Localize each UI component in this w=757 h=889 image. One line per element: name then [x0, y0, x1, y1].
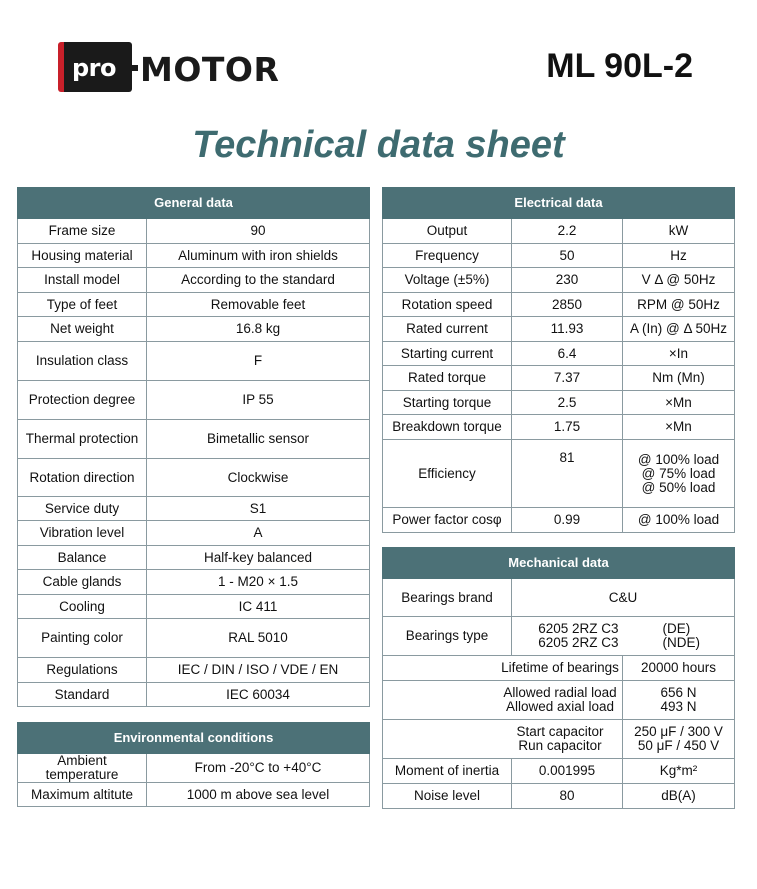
row-unit: ×Mn [623, 391, 735, 415]
bearings-brand-value: C&U [512, 579, 735, 617]
row-value: F [147, 342, 370, 381]
environmental-table [17, 722, 370, 807]
logo-pro-text: pro [72, 54, 117, 82]
row-unit: Nm (Mn) [623, 366, 735, 391]
row-value: 2.5 [512, 391, 623, 415]
logo-dash [128, 65, 138, 71]
row-label: Frequency [383, 244, 512, 268]
row-value: A [147, 521, 370, 546]
row-label: Starting current [383, 342, 512, 366]
row-value: IEC 60034 [147, 683, 370, 707]
row-value: Clockwise [147, 459, 370, 497]
load-labels: Allowed radial load Allowed axial load [383, 681, 623, 720]
row-label: Service duty [18, 497, 147, 521]
row-label: Rated torque [383, 366, 512, 391]
row-value: 90 [147, 219, 370, 244]
row-value: 2.2 [512, 219, 623, 244]
general-data-header: General data [18, 188, 370, 219]
table-row [18, 683, 370, 707]
table-row [18, 754, 370, 783]
row-value: 1 - M20 × 1.5 [147, 570, 370, 595]
table-row [383, 656, 735, 681]
row-unit: ×In [623, 342, 735, 366]
row-value: 2850 [512, 293, 623, 317]
row-value: From -20°C to +40°C [147, 754, 370, 783]
table-row [383, 784, 735, 809]
row-value: 1000 m above sea level [147, 783, 370, 807]
row-label: Maximum altitute [18, 783, 147, 807]
row-unit: dB(A) [623, 784, 735, 809]
table-row [383, 415, 735, 440]
row-unit: RPM @ 50Hz [623, 293, 735, 317]
model-number: ML 90L-2 [546, 47, 693, 85]
capacitor-values: 250 μF / 300 V 50 μF / 450 V [623, 720, 735, 759]
row-unit: kW [623, 219, 735, 244]
table-row [383, 440, 735, 508]
row-value: 1.75 [512, 415, 623, 440]
row-unit: Hz [623, 244, 735, 268]
row-value: 80 [512, 784, 623, 809]
general-data-table [17, 187, 370, 707]
table-row [18, 497, 370, 521]
row-label: Lifetime of bearings [383, 656, 623, 681]
row-value: S1 [147, 497, 370, 521]
row-unit: @ 100% load [623, 508, 735, 533]
electrical-data-table [382, 187, 735, 533]
table-row [383, 759, 735, 784]
row-label: Noise level [383, 784, 512, 809]
row-label: Moment of inertia [383, 759, 512, 784]
row-value: IP 55 [147, 381, 370, 420]
row-label: Cooling [18, 595, 147, 619]
table-row [18, 521, 370, 546]
row-value: 50 [512, 244, 623, 268]
row-label: Standard [18, 683, 147, 707]
table-row [18, 381, 370, 420]
mechanical-data-header: Mechanical data [383, 548, 735, 579]
row-label: Painting color [18, 619, 147, 658]
row-value: Bimetallic sensor [147, 420, 370, 459]
row-label: Balance [18, 546, 147, 570]
row-label: Type of feet [18, 293, 147, 317]
table-row [18, 420, 370, 459]
table-row [18, 546, 370, 570]
row-value: 230 [512, 268, 623, 293]
table-row [383, 293, 735, 317]
row-label: Breakdown torque [383, 415, 512, 440]
row-label: Output [383, 219, 512, 244]
row-label: Rotation speed [383, 293, 512, 317]
row-value: Half-key balanced [147, 546, 370, 570]
table-row [18, 342, 370, 381]
row-label: Net weight [18, 317, 147, 342]
table-row [383, 391, 735, 415]
table-row [18, 293, 370, 317]
table-row [18, 658, 370, 683]
table-row [383, 342, 735, 366]
row-label: Voltage (±5%) [383, 268, 512, 293]
table-row [383, 617, 735, 656]
row-label: Insulation class [18, 342, 147, 381]
table-row [383, 579, 735, 617]
row-label: Power factor cosφ [383, 508, 512, 533]
table-row [18, 459, 370, 497]
row-value: 11.93 [512, 317, 623, 342]
row-value: 16.8 kg [147, 317, 370, 342]
bearings-type-positions: (DE) (NDE) [623, 617, 735, 656]
row-label: Vibration level [18, 521, 147, 546]
table-row [383, 720, 735, 759]
table-row [383, 366, 735, 391]
row-label: Cable glands [18, 570, 147, 595]
row-label: Starting torque [383, 391, 512, 415]
row-label: Housing material [18, 244, 147, 268]
row-label: Bearings type [383, 617, 512, 656]
row-value: 81 [512, 440, 623, 508]
row-label: Regulations [18, 658, 147, 683]
row-label: Efficiency [383, 440, 512, 508]
table-row [18, 317, 370, 342]
table-row [383, 268, 735, 293]
row-label: Rated current [383, 317, 512, 342]
table-row [18, 619, 370, 658]
row-label: Ambient temperature [18, 754, 147, 783]
row-unit: ×Mn [623, 415, 735, 440]
row-value: 6.4 [512, 342, 623, 366]
row-unit: Kg*m² [623, 759, 735, 784]
row-unit: A (In) @ Δ 50Hz [623, 317, 735, 342]
electrical-data-header: Electrical data [383, 188, 735, 219]
row-value: 0.99 [512, 508, 623, 533]
table-row [18, 244, 370, 268]
row-value: 0.001995 [512, 759, 623, 784]
row-label: Frame size [18, 219, 147, 244]
row-unit: V Δ @ 50Hz [623, 268, 735, 293]
row-unit: @ 100% load @ 75% load @ 50% load [623, 440, 735, 508]
row-value: 20000 hours [623, 656, 735, 681]
row-value: 7.37 [512, 366, 623, 391]
load-values: 656 N 493 N [623, 681, 735, 720]
row-label: Thermal protection [18, 420, 147, 459]
table-row [383, 219, 735, 244]
row-value: IEC / DIN / ISO / VDE / EN [147, 658, 370, 683]
capacitor-labels: Start capacitor Run capacitor [383, 720, 623, 759]
table-row [18, 268, 370, 293]
table-row [18, 570, 370, 595]
row-label: Protection degree [18, 381, 147, 420]
row-label: Install model [18, 268, 147, 293]
table-row [383, 317, 735, 342]
table-row [383, 681, 735, 720]
row-value: IC 411 [147, 595, 370, 619]
row-label: Rotation direction [18, 459, 147, 497]
table-row [383, 508, 735, 533]
page-title: Technical data sheet [192, 124, 565, 166]
row-value: Removable feet [147, 293, 370, 317]
table-row [18, 595, 370, 619]
table-row [18, 219, 370, 244]
logo-motor-text: MOTOR [140, 50, 280, 89]
row-value: Aluminum with iron shields [147, 244, 370, 268]
row-label: Bearings brand [383, 579, 512, 617]
mechanical-data-table [382, 547, 735, 809]
table-row [383, 244, 735, 268]
table-row [18, 783, 370, 807]
row-value: RAL 5010 [147, 619, 370, 658]
logo-badge [58, 42, 132, 92]
pro-motor-logo [58, 40, 298, 96]
bearings-type-values: 6205 2RZ C3 6205 2RZ C3 [512, 617, 623, 656]
row-value: According to the standard [147, 268, 370, 293]
environmental-header: Environmental conditions [18, 723, 370, 754]
